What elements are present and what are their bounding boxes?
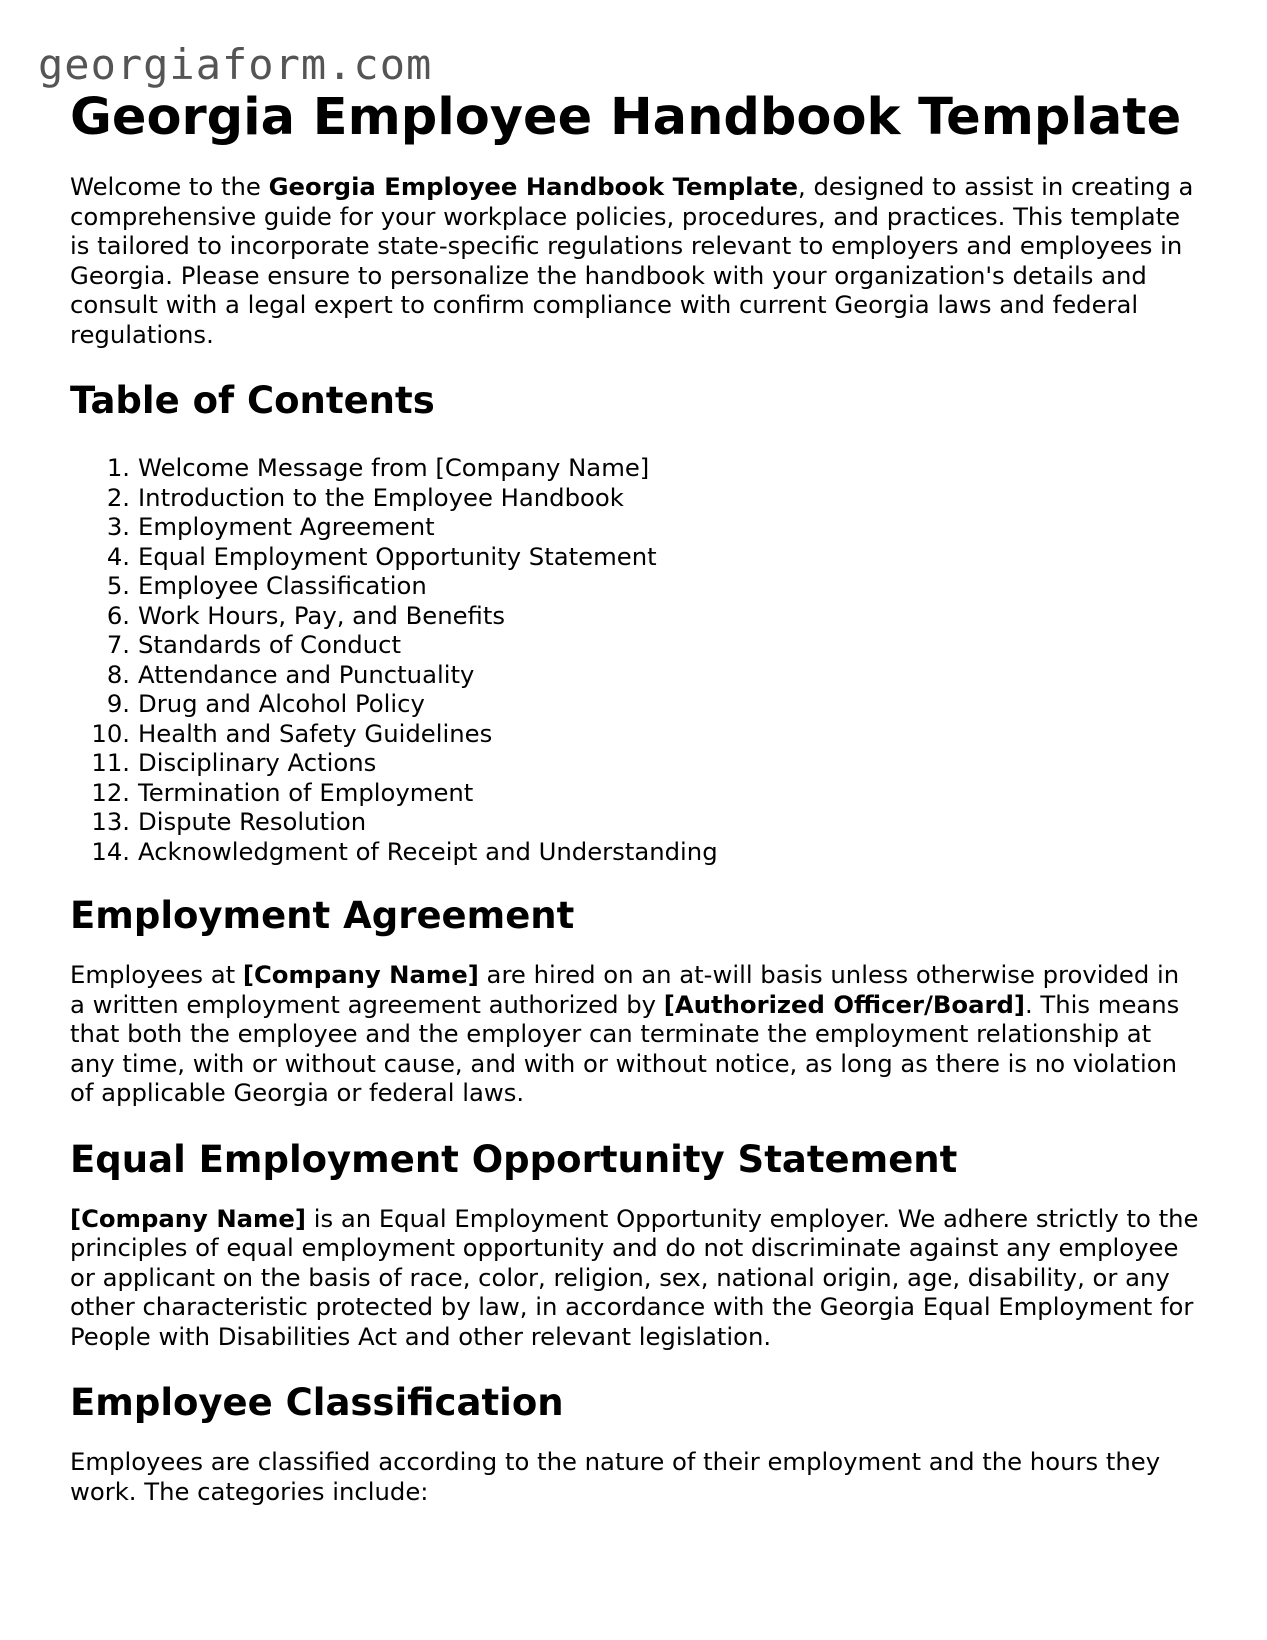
intro-prefix: Welcome to the: [70, 172, 269, 201]
list-item: [70, 807, 1200, 837]
toc-number: 2.: [106, 482, 130, 512]
eeo-paragraph: [70, 1204, 1200, 1352]
toc-number: 4.: [106, 541, 130, 571]
toc-number: 7.: [106, 630, 130, 659]
list-item: [70, 453, 1200, 483]
toc-label: Standards of Conduct: [138, 630, 401, 659]
eeo-heading: Equal Employment Opportunity Statement: [70, 1137, 958, 1181]
classification-heading: Employee Classification: [70, 1381, 564, 1424]
intro-suffix: , designed to assist in creating a comprehensive guide for your workplace policies, procedures, and practices. This template is tailored to incorporate state-specific regulations relevant to employers and employees in Georgia. Please ensure to personalize the handbook with your organization's details and consult with a legal expert to confirm compliance with current Georgia laws and federal regulations.: [70, 172, 1194, 349]
toc-label: Employment Agreement: [138, 512, 435, 541]
eeo-bold-1: [Company Name]: [70, 1203, 306, 1233]
list-item: [70, 748, 1200, 778]
eeo-text-1: is an Equal Employment Opportunity employer. We adhere strictly to the principles of equal employment opportunity and do not discriminate against any employee or applicant on the basis of race, color, religion, sex, national origin, age, disability, or any other characteristic protected by law, in accordance with the Georgia Equal Employment for People with Disabilities Act and other relevant legislation.: [70, 1203, 1199, 1351]
toc-number: 11.: [91, 748, 130, 777]
toc-label: Attendance and Punctuality: [138, 659, 475, 689]
toc-number: 5.: [106, 571, 130, 600]
toc-label: Work Hours, Pay, and Benefits: [138, 600, 506, 630]
intro-paragraph: [70, 172, 1200, 349]
intro-bold: Georgia Employee Handbook Template: [268, 172, 798, 201]
toc-number: 9.: [106, 689, 130, 718]
toc-number: 12.: [91, 777, 130, 807]
toc-label: Health and Safety Guidelines: [138, 718, 493, 748]
ea-text-3: . This means that both the employee and the employer can terminate the employment relationship at any time, with or without cause, and with or without notice, as long as there is no violation of applicable Georgia or federal laws.: [70, 989, 1180, 1107]
employment-agreement-heading: Employment Agreement: [70, 894, 575, 937]
toc-label: Equal Employment Opportunity Statement: [138, 541, 657, 571]
watermark: georgiaform.com: [38, 40, 433, 89]
toc-label: Dispute Resolution: [138, 807, 367, 836]
toc-label: Welcome Message from [Company Name]: [138, 453, 650, 482]
list-item: [70, 719, 1200, 749]
toc-number: 13.: [91, 807, 130, 836]
list-item: [70, 660, 1200, 690]
toc-list: [70, 453, 1200, 866]
list-item: [70, 630, 1200, 660]
toc-number: 3.: [106, 512, 130, 541]
list-item: [70, 512, 1200, 542]
toc-number: 1.: [106, 453, 130, 482]
page-title: Georgia Employee Handbook Template: [70, 88, 1182, 147]
list-item: [70, 483, 1200, 513]
ea-bold-2: [Authorized Officer/Board]: [663, 989, 1025, 1019]
toc-label: Disciplinary Actions: [138, 748, 377, 777]
toc-number: 8.: [106, 659, 130, 689]
list-item: [70, 778, 1200, 808]
toc-number: 6.: [106, 600, 130, 630]
ea-bold-1: [Company Name]: [242, 960, 479, 989]
list-item: [70, 571, 1200, 601]
toc-label: Introduction to the Employee Handbook: [138, 482, 624, 512]
classification-paragraph: Employees are classified according to the nature of their employment and the hours they work. The categories include:: [70, 1447, 1161, 1506]
list-item: [70, 542, 1200, 572]
toc-label: Employee Classification: [138, 571, 427, 600]
toc-label: Drug and Alcohol Policy: [138, 689, 425, 718]
list-item: [70, 601, 1200, 631]
toc-heading: Table of Contents: [70, 379, 435, 422]
list-item: [70, 837, 1200, 867]
ea-text-2: are hired on an at-will basis unless otherwise provided in a written employment agreement authorized by: [70, 960, 1180, 1019]
toc-number: 14.: [91, 836, 130, 866]
toc-label: Termination of Employment: [138, 777, 474, 807]
toc-label: Acknowledgment of Receipt and Understanding: [138, 836, 718, 866]
list-item: [70, 689, 1200, 719]
document-page: [70, 86, 1200, 1534]
employment-agreement-paragraph: [70, 960, 1200, 1108]
ea-text-1: Employees at: [70, 960, 243, 989]
toc-number: 10.: [91, 718, 130, 748]
